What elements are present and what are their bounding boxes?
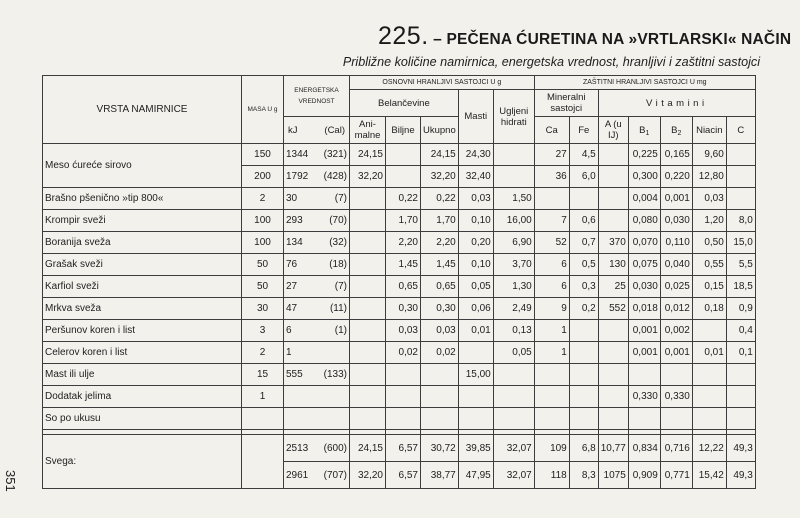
cell-niacin: 0,18 xyxy=(692,298,726,320)
total-a: 10,77 xyxy=(598,435,628,462)
cell-b1 xyxy=(628,408,660,430)
table-row xyxy=(43,408,756,430)
cell-masa: 1 xyxy=(242,386,284,408)
total-energy xyxy=(284,462,350,489)
cell-a: 25 xyxy=(598,276,628,298)
cell-masti: 0,05 xyxy=(458,276,493,298)
cell-ukupno xyxy=(421,408,459,430)
cell-cal: (7) xyxy=(334,281,347,292)
header-masti: Masti xyxy=(458,90,493,144)
cell-ukupno: 1,45 xyxy=(421,254,459,276)
cell-ukupno: 24,15 xyxy=(421,144,459,166)
header-ukupno: Ukupno xyxy=(421,117,459,144)
cell-animalne xyxy=(350,276,386,298)
header-biljne: Biljne xyxy=(386,117,421,144)
cell-masti: 15,00 xyxy=(458,364,493,386)
cell-niacin xyxy=(692,320,726,342)
total-energy xyxy=(284,435,350,462)
cell-biljne: 1,45 xyxy=(386,254,421,276)
cell-name: Karfiol sveži xyxy=(43,276,242,298)
cell-masa: 50 xyxy=(242,254,284,276)
total-b2: 0,771 xyxy=(660,462,692,489)
cell-biljne: 0,02 xyxy=(386,342,421,364)
cell-fe: 0,5 xyxy=(569,254,598,276)
cell-ukupno: 0,30 xyxy=(421,298,459,320)
cell-b1: 0,080 xyxy=(628,210,660,232)
cell-niacin xyxy=(692,386,726,408)
cell-b1: 0,330 xyxy=(628,386,660,408)
header-energetska: ENERGETSKA VREDNOST xyxy=(284,76,350,117)
cell-niacin: 0,15 xyxy=(692,276,726,298)
cell-niacin: 0,50 xyxy=(692,232,726,254)
cell-energy xyxy=(284,188,350,210)
cell-c: 8,0 xyxy=(726,210,755,232)
header-cal: (Cal) xyxy=(324,124,345,136)
cell-ugljeni: 6,90 xyxy=(493,232,534,254)
total-ca: 109 xyxy=(534,435,569,462)
cell-ca: 52 xyxy=(534,232,569,254)
cell-name: Krompir sveži xyxy=(43,210,242,232)
cell-a xyxy=(598,188,628,210)
cell-masa: 15 xyxy=(242,364,284,386)
cell-biljne: 0,22 xyxy=(386,188,421,210)
cell-fe: 0,2 xyxy=(569,298,598,320)
cell-energy xyxy=(284,342,350,364)
cell-a xyxy=(598,144,628,166)
cell-c xyxy=(726,364,755,386)
cell-b2 xyxy=(660,408,692,430)
cell-animalne: 32,20 xyxy=(350,166,386,188)
cell-fe xyxy=(569,364,598,386)
total-biljne: 6,57 xyxy=(386,462,421,489)
total-niacin: 15,42 xyxy=(692,462,726,489)
cell-masa: 100 xyxy=(242,232,284,254)
total-cal: (707) xyxy=(323,469,347,481)
cell-masa: 2 xyxy=(242,342,284,364)
cell-a: 130 xyxy=(598,254,628,276)
totals-row xyxy=(43,435,756,462)
cell-b2: 0,165 xyxy=(660,144,692,166)
cell-ukupno xyxy=(421,386,459,408)
header-vitamini: Vitamini xyxy=(598,90,755,117)
cell-b2: 0,002 xyxy=(660,320,692,342)
total-animalne: 32,20 xyxy=(350,462,386,489)
cell-ugljeni xyxy=(493,386,534,408)
header-kj-cal xyxy=(284,117,350,144)
cell-niacin: 0,03 xyxy=(692,188,726,210)
cell-ukupno xyxy=(421,364,459,386)
cell-b1: 0,300 xyxy=(628,166,660,188)
cell-fe xyxy=(569,408,598,430)
recipe-number: 225. xyxy=(378,22,429,50)
total-a: 1075 xyxy=(598,462,628,489)
cell-name: Mast ili ulje xyxy=(43,364,242,386)
cell-c: 18,5 xyxy=(726,276,755,298)
cell-c: 0,1 xyxy=(726,342,755,364)
cell-kj: 30 xyxy=(286,193,298,204)
cell-energy xyxy=(284,144,350,166)
cell-biljne: 2,20 xyxy=(386,232,421,254)
cell-biljne xyxy=(386,386,421,408)
cell-ukupno: 0,65 xyxy=(421,276,459,298)
cell-energy xyxy=(284,254,350,276)
cell-masa: 200 xyxy=(242,166,284,188)
cell-masti: 0,10 xyxy=(458,254,493,276)
cell-cal: (11) xyxy=(329,303,347,314)
header-mineralni: Mineralni sastojci xyxy=(534,90,598,117)
cell-animalne xyxy=(350,320,386,342)
table-row xyxy=(43,342,756,364)
total-cal: (600) xyxy=(323,442,347,454)
cell-ugljeni: 3,70 xyxy=(493,254,534,276)
cell-ukupno: 0,22 xyxy=(421,188,459,210)
cell-kj: 27 xyxy=(286,281,298,292)
cell-kj: 293 xyxy=(286,215,303,226)
total-fe: 8,3 xyxy=(569,462,598,489)
table-row xyxy=(43,210,756,232)
cell-niacin xyxy=(692,364,726,386)
cell-a: 552 xyxy=(598,298,628,320)
cell-c xyxy=(726,188,755,210)
cell-name: Celerov koren i list xyxy=(43,342,242,364)
cell-b2: 0,025 xyxy=(660,276,692,298)
cell-masti xyxy=(458,408,493,430)
cell-b1: 0,001 xyxy=(628,320,660,342)
cell-biljne: 0,30 xyxy=(386,298,421,320)
total-b1: 0,834 xyxy=(628,435,660,462)
cell-fe xyxy=(569,342,598,364)
cell-name: Boranija sveža xyxy=(43,232,242,254)
table-row xyxy=(43,320,756,342)
cell-ca: 1 xyxy=(534,342,569,364)
cell-name: Brašno pšenično »tip 800« xyxy=(43,188,242,210)
header-b2: $B_2$ xyxy=(660,117,692,144)
cell-c xyxy=(726,386,755,408)
total-animalne: 24,15 xyxy=(350,435,386,462)
cell-b2: 0,220 xyxy=(660,166,692,188)
cell-animalne xyxy=(350,254,386,276)
cell-kj: 6 xyxy=(286,325,292,336)
cell-niacin: 9,60 xyxy=(692,144,726,166)
cell-animalne xyxy=(350,210,386,232)
cell-energy xyxy=(284,232,350,254)
cell-b1: 0,225 xyxy=(628,144,660,166)
header-vrsta: VRSTA NAMIRNICE xyxy=(43,76,242,144)
table-row xyxy=(43,276,756,298)
cell-c xyxy=(726,144,755,166)
cell-c: 0,9 xyxy=(726,298,755,320)
cell-b2: 0,001 xyxy=(660,188,692,210)
cell-animalne xyxy=(350,408,386,430)
cell-a xyxy=(598,210,628,232)
cell-cal: (7) xyxy=(334,193,347,204)
table-row xyxy=(43,386,756,408)
cell-ukupno: 1,70 xyxy=(421,210,459,232)
cell-ugljeni: 1,50 xyxy=(493,188,534,210)
cell-b2: 0,040 xyxy=(660,254,692,276)
total-ugljeni: 32,07 xyxy=(493,435,534,462)
cell-kj: 1 xyxy=(286,347,292,358)
cell-biljne xyxy=(386,144,421,166)
header-niacin: Niacin xyxy=(692,117,726,144)
recipe-title xyxy=(378,22,792,51)
total-c: 49,3 xyxy=(726,435,755,462)
header-ca: Ca xyxy=(534,117,569,144)
cell-niacin: 1,20 xyxy=(692,210,726,232)
cell-ca: 1 xyxy=(534,320,569,342)
cell-masa: 30 xyxy=(242,298,284,320)
total-masti: 39,85 xyxy=(458,435,493,462)
cell-biljne xyxy=(386,408,421,430)
cell-energy xyxy=(284,166,350,188)
cell-name: Meso ćureće sirovo xyxy=(43,144,242,188)
cell-fe: 0,6 xyxy=(569,210,598,232)
cell-b1: 0,001 xyxy=(628,342,660,364)
cell-a xyxy=(598,386,628,408)
cell-masti: 24,30 xyxy=(458,144,493,166)
total-fe: 6,8 xyxy=(569,435,598,462)
cell-b1: 0,004 xyxy=(628,188,660,210)
cell-ukupno: 2,20 xyxy=(421,232,459,254)
cell-masa xyxy=(242,408,284,430)
header-zastitni: ZAŠTITNI HRANLJIVI SASTOJCI U mg xyxy=(534,76,755,90)
cell-ca xyxy=(534,188,569,210)
cell-ca xyxy=(534,408,569,430)
cell-kj: 1792 xyxy=(286,171,309,182)
total-b2: 0,716 xyxy=(660,435,692,462)
cell-name: Peršunov koren i list xyxy=(43,320,242,342)
cell-cal: (428) xyxy=(323,171,347,182)
cell-a xyxy=(598,320,628,342)
total-c: 49,3 xyxy=(726,462,755,489)
cell-animalne xyxy=(350,298,386,320)
cell-fe xyxy=(569,386,598,408)
table-body xyxy=(43,144,756,489)
cell-cal: (32) xyxy=(329,237,347,248)
nutrition-table xyxy=(42,75,756,489)
total-ukupno: 38,77 xyxy=(421,462,459,489)
cell-b2: 0,012 xyxy=(660,298,692,320)
cell-ugljeni xyxy=(493,144,534,166)
total-ca: 118 xyxy=(534,462,569,489)
cell-niacin: 0,01 xyxy=(692,342,726,364)
total-b1: 0,909 xyxy=(628,462,660,489)
cell-c xyxy=(726,408,755,430)
cell-name: So po ukusu xyxy=(43,408,242,430)
cell-masti xyxy=(458,386,493,408)
cell-ugljeni xyxy=(493,166,534,188)
cell-ukupno: 0,02 xyxy=(421,342,459,364)
header-ugljeni: Ugljeni hidrati xyxy=(493,90,534,144)
cell-kj: 47 xyxy=(286,303,298,314)
cell-cal: (133) xyxy=(323,369,347,380)
totals-masa xyxy=(242,435,284,489)
cell-ca: 36 xyxy=(534,166,569,188)
cell-name: Mrkva sveža xyxy=(43,298,242,320)
cell-ukupno: 0,03 xyxy=(421,320,459,342)
cell-a xyxy=(598,408,628,430)
cell-biljne: 1,70 xyxy=(386,210,421,232)
cell-animalne: 24,15 xyxy=(350,144,386,166)
totals-label: Svega: xyxy=(43,435,242,489)
cell-animalne xyxy=(350,386,386,408)
cell-fe: 0,3 xyxy=(569,276,598,298)
cell-fe: 4,5 xyxy=(569,144,598,166)
cell-ca: 9 xyxy=(534,298,569,320)
cell-c: 15,0 xyxy=(726,232,755,254)
cell-cal: (70) xyxy=(329,215,347,226)
cell-b1: 0,030 xyxy=(628,276,660,298)
cell-name: Dodatak jelima xyxy=(43,386,242,408)
cell-fe: 0,7 xyxy=(569,232,598,254)
cell-ukupno: 32,20 xyxy=(421,166,459,188)
cell-energy xyxy=(284,276,350,298)
header-osnovni: OSNOVNI HRANLJIVI SASTOJCI U g xyxy=(350,76,535,90)
total-ugljeni: 32,07 xyxy=(493,462,534,489)
cell-kj: 555 xyxy=(286,369,303,380)
cell-ugljeni xyxy=(493,364,534,386)
cell-ca xyxy=(534,386,569,408)
total-biljne: 6,57 xyxy=(386,435,421,462)
cell-masti xyxy=(458,342,493,364)
page-number: 351 xyxy=(3,470,18,492)
cell-kj: 76 xyxy=(286,259,298,270)
cell-niacin: 12,80 xyxy=(692,166,726,188)
table-row xyxy=(43,254,756,276)
cell-energy xyxy=(284,408,350,430)
cell-animalne xyxy=(350,342,386,364)
cell-niacin xyxy=(692,408,726,430)
cell-masa: 150 xyxy=(242,144,284,166)
cell-biljne xyxy=(386,166,421,188)
cell-kj: 134 xyxy=(286,237,303,248)
recipe-name: – PEČENA ĆURETINA NA »VRTLARSKI« NAČIN xyxy=(433,31,792,48)
cell-animalne xyxy=(350,364,386,386)
cell-energy xyxy=(284,386,350,408)
cell-ugljeni: 0,05 xyxy=(493,342,534,364)
total-kj: 2513 xyxy=(286,442,309,454)
total-niacin: 12,22 xyxy=(692,435,726,462)
cell-biljne xyxy=(386,364,421,386)
header-b1: $B_1$ xyxy=(628,117,660,144)
cell-masti: 0,06 xyxy=(458,298,493,320)
cell-ca: 7 xyxy=(534,210,569,232)
cell-b1 xyxy=(628,364,660,386)
cell-b2: 0,001 xyxy=(660,342,692,364)
cell-animalne xyxy=(350,188,386,210)
table-subtitle: Približne količine namirnica, energetska vrednost, hranljivi i zaštitni sastojci xyxy=(342,55,760,69)
header-kj: kJ xyxy=(288,124,298,136)
cell-masa: 2 xyxy=(242,188,284,210)
cell-c: 5,5 xyxy=(726,254,755,276)
table-row xyxy=(43,144,756,166)
cell-masti: 32,40 xyxy=(458,166,493,188)
cell-masti: 0,10 xyxy=(458,210,493,232)
cell-b1: 0,070 xyxy=(628,232,660,254)
total-ukupno: 30,72 xyxy=(421,435,459,462)
cell-masa: 3 xyxy=(242,320,284,342)
cell-a xyxy=(598,364,628,386)
header-fe: Fe xyxy=(569,117,598,144)
cell-ca xyxy=(534,364,569,386)
cell-masa: 50 xyxy=(242,276,284,298)
header-animalne: Ani- malne xyxy=(350,117,386,144)
cell-ugljeni: 16,00 xyxy=(493,210,534,232)
table-row xyxy=(43,298,756,320)
table-row xyxy=(43,364,756,386)
cell-b2 xyxy=(660,364,692,386)
cell-biljne: 0,65 xyxy=(386,276,421,298)
cell-name: Grašak sveži xyxy=(43,254,242,276)
cell-ugljeni: 2,49 xyxy=(493,298,534,320)
cell-animalne xyxy=(350,232,386,254)
header-masa: MASA U g xyxy=(242,76,284,144)
cell-cal: (18) xyxy=(329,259,347,270)
cell-a: 370 xyxy=(598,232,628,254)
cell-ugljeni: 0,13 xyxy=(493,320,534,342)
table-row xyxy=(43,188,756,210)
cell-masti: 0,20 xyxy=(458,232,493,254)
cell-kj: 1344 xyxy=(286,149,309,160)
cell-b2: 0,110 xyxy=(660,232,692,254)
cell-masa: 100 xyxy=(242,210,284,232)
total-kj: 2961 xyxy=(286,469,309,481)
cell-fe xyxy=(569,188,598,210)
cell-a xyxy=(598,342,628,364)
cell-niacin: 0,55 xyxy=(692,254,726,276)
cell-b1: 0,018 xyxy=(628,298,660,320)
header-c: C xyxy=(726,117,755,144)
cell-energy xyxy=(284,320,350,342)
table-row xyxy=(43,232,756,254)
cell-b2: 0,330 xyxy=(660,386,692,408)
cell-a xyxy=(598,166,628,188)
cell-cal: (321) xyxy=(323,149,347,160)
cell-masti: 0,01 xyxy=(458,320,493,342)
cell-b1: 0,075 xyxy=(628,254,660,276)
cell-b2: 0,030 xyxy=(660,210,692,232)
header-vitamin-a: A (u IJ) xyxy=(598,117,628,144)
cell-biljne: 0,03 xyxy=(386,320,421,342)
cell-ugljeni: 1,30 xyxy=(493,276,534,298)
cell-masti: 0,03 xyxy=(458,188,493,210)
cell-ca: 6 xyxy=(534,254,569,276)
cell-energy xyxy=(284,298,350,320)
cell-ca: 6 xyxy=(534,276,569,298)
header-belancevine: Belančevine xyxy=(350,90,459,117)
cell-c: 0,4 xyxy=(726,320,755,342)
cell-energy xyxy=(284,364,350,386)
cell-c xyxy=(726,166,755,188)
cell-ugljeni xyxy=(493,408,534,430)
cell-cal: (1) xyxy=(334,325,347,336)
cell-fe: 6,0 xyxy=(569,166,598,188)
total-masti: 47,95 xyxy=(458,462,493,489)
cell-energy xyxy=(284,210,350,232)
cell-ca: 27 xyxy=(534,144,569,166)
cell-fe xyxy=(569,320,598,342)
